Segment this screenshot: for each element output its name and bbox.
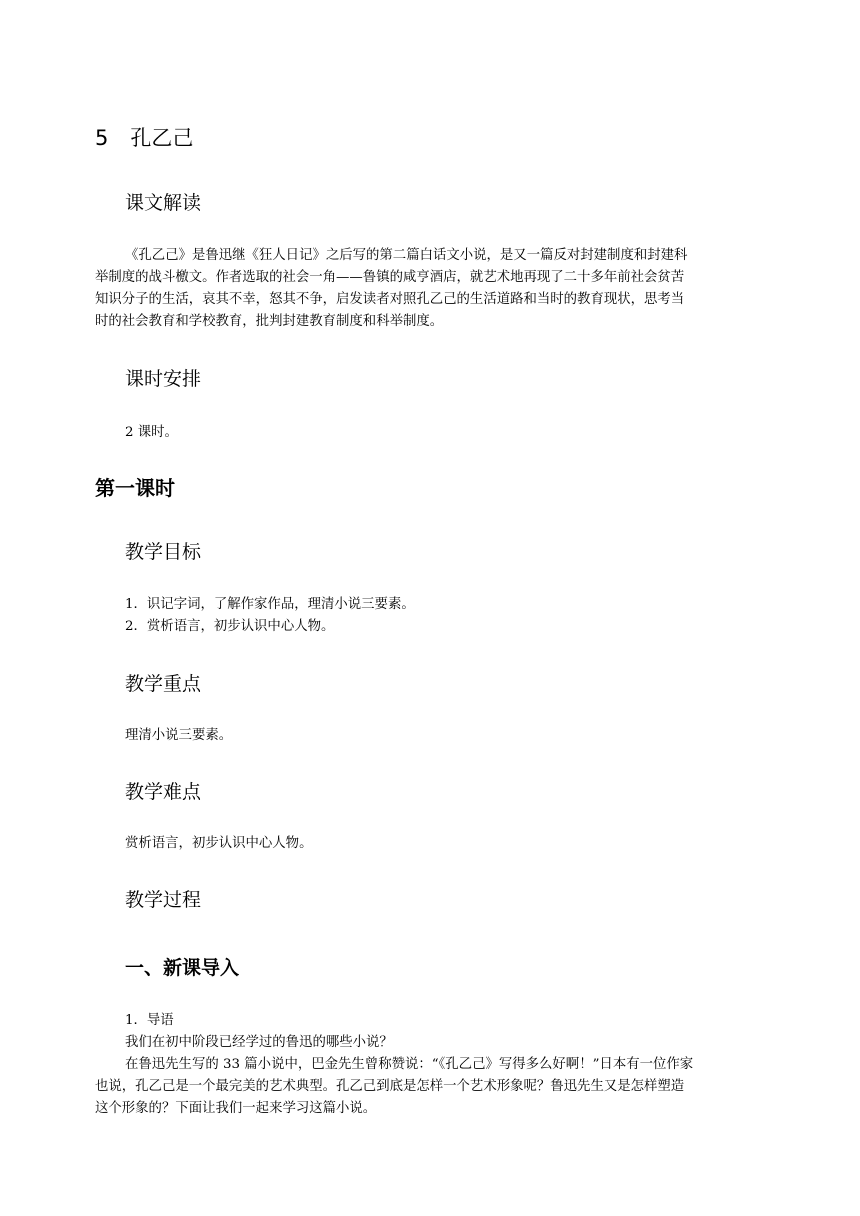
reading-line-2: 举制度的战斗檄文。作者选取的社会一角——鲁镇的咸亨酒店，就艺术地再现了二十多年前社会贫苦	[95, 270, 685, 285]
key-points-heading: 教学重点	[125, 673, 202, 695]
first-period-heading: 第一课时	[95, 476, 175, 500]
process-heading: 教学过程	[125, 889, 202, 911]
difficulties-heading: 教学难点	[125, 781, 202, 803]
lesson-number: 5	[95, 126, 109, 150]
reading-line-1: 《孔乙己》是鲁迅继《狂人日记》之后写的第二篇白话文小说，是又一篇反对封建制度和封建科	[125, 248, 688, 263]
reading-line-4: 时的社会教育和学校教育，批判封建教育制度和科举制度。	[95, 314, 444, 329]
intro-line-1: 1．导语	[125, 1013, 174, 1028]
intro-line-3: 在鲁迅先生写的 33 篇小说中，巴金先生曾称赞说：“《孔乙己》写得多么好啊！”日本有一位作家	[125, 1057, 694, 1072]
objective-item-2: 2．赏析语言，初步认识中心人物。	[125, 619, 335, 634]
objective-item-1: 1．识记字词，了解作家作品，理清小说三要素。	[125, 597, 415, 612]
schedule-text: 2 课时。	[125, 425, 178, 440]
difficulties-text: 赏析语言，初步认识中心人物。	[125, 836, 313, 851]
reading-heading: 课文解读	[125, 192, 202, 214]
intro-heading: 一、新课导入	[125, 957, 240, 979]
reading-line-3: 知识分子的生活，哀其不幸，怒其不争，启发读者对照孔乙己的生活道路和当时的教育现状，思考当	[95, 292, 685, 307]
intro-line-4: 也说，孔乙己是一个最完美的艺术典型。孔乙己到底是怎样一个艺术形象呢？鲁迅先生又是怎样塑造	[95, 1079, 685, 1094]
lesson-title-text: 孔乙己	[130, 126, 194, 150]
objectives-heading: 教学目标	[125, 541, 202, 563]
lesson-title	[95, 122, 193, 152]
intro-line-2: 我们在初中阶段已经学过的鲁迅的哪些小说？	[125, 1035, 393, 1050]
key-points-text: 理清小说三要素。	[125, 728, 233, 743]
intro-line-5: 这个形象的？下面让我们一起来学习这篇小说。	[95, 1101, 377, 1116]
schedule-heading: 课时安排	[125, 368, 202, 390]
